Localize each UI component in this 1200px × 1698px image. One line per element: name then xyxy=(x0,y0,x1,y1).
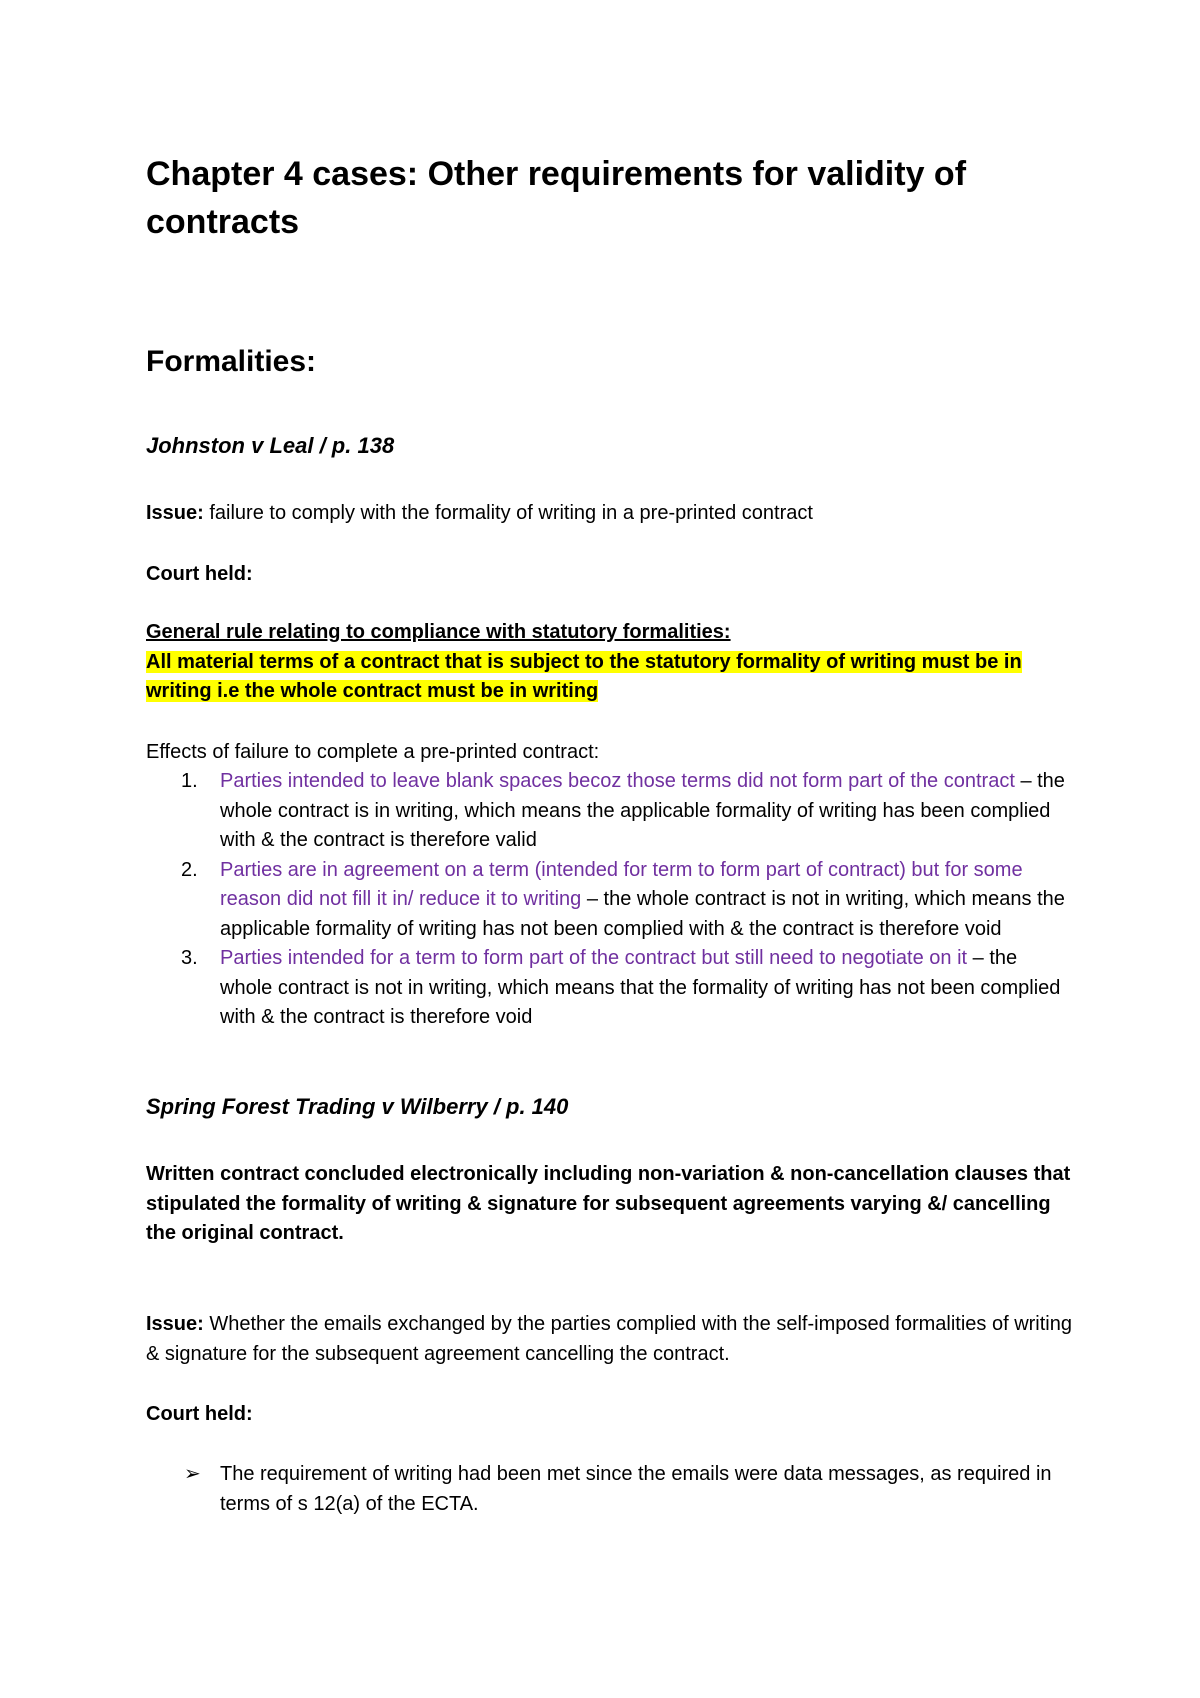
issue-label: Issue: xyxy=(146,502,204,524)
list-number: 1. xyxy=(181,770,198,792)
list-item xyxy=(146,856,1066,945)
list-item-text: – the whole contract is not in writing, which means that the formality of writing has not been complied with & the contract is therefore void xyxy=(220,947,1061,1028)
general-rule xyxy=(146,618,1086,707)
case2-court-held: Court held: xyxy=(146,1403,253,1425)
issue-text: Whether the emails exchanged by the parties complied with the self-imposed formalities of writing & signature for the subsequent agreement cancelling the contract. xyxy=(146,1313,1072,1365)
list-item-emphasis: Parties intended to leave blank spaces becoz those terms did not form part of the contract xyxy=(220,770,1015,792)
list-number: 2. xyxy=(181,858,198,881)
list-item-text: – the whole contract is not in writing, which means the applicable formality of writing has not been complied with & the contract is therefore void xyxy=(220,888,1065,940)
document-title: Chapter 4 cases: Other requirements for validity of contracts xyxy=(146,155,967,241)
arrow-bullet-icon: ➢ xyxy=(184,1463,201,1485)
effects-intro: Effects of failure to complete a pre-printed contract: xyxy=(146,741,600,763)
list-item-emphasis: Parties intended for a term to form part of the contract but still need to negotiate on it xyxy=(220,947,968,969)
held-bullet-item xyxy=(146,1460,1066,1519)
issue-text: failure to comply with the formality of writing in a pre-printed contract xyxy=(203,502,813,524)
rule-heading: General rule relating to compliance with statutory formalities: xyxy=(146,621,731,643)
case1-issue xyxy=(146,499,1086,529)
list-item xyxy=(146,767,1066,856)
case-title-spring-forest-trading: Spring Forest Trading v Wilberry / p. 140 xyxy=(146,1094,569,1119)
case-title-johnston-v-leal: Johnston v Leal / p. 138 xyxy=(146,433,395,458)
list-item-text: – the whole contract is in writing, which means the applicable formality of writing has been complied with & the contract is therefore valid xyxy=(220,770,1065,851)
issue-label: Issue: xyxy=(146,1313,204,1335)
effects-list xyxy=(146,767,1066,1033)
bullet-text: The requirement of writing had been met since the emails were data messages, as required in terms of s 12(a) of the ECTA. xyxy=(220,1463,1052,1515)
list-item xyxy=(146,944,1066,1033)
rule-text-highlighted: All material terms of a contract that is subject to the statutory formality of writing must be in writing i.e the whole contract must be in writing xyxy=(146,650,1022,702)
case1-court-held: Court held: xyxy=(146,563,253,585)
case2-summary: Written contract concluded electronically including non-variation & non-cancellation clauses that stipulated the formality of writing & signature for subsequent agreements varying &/ cancelling the original contract. xyxy=(146,1163,1071,1244)
case2-issue xyxy=(146,1310,1086,1369)
list-number: 3. xyxy=(181,947,198,969)
section-heading-formalities: Formalities: xyxy=(146,345,317,378)
list-item-emphasis: Parties are in agreement on a term (intended for term to form part of contract) but for some reason did not fill it in/ reduce it to writing xyxy=(220,858,1023,910)
